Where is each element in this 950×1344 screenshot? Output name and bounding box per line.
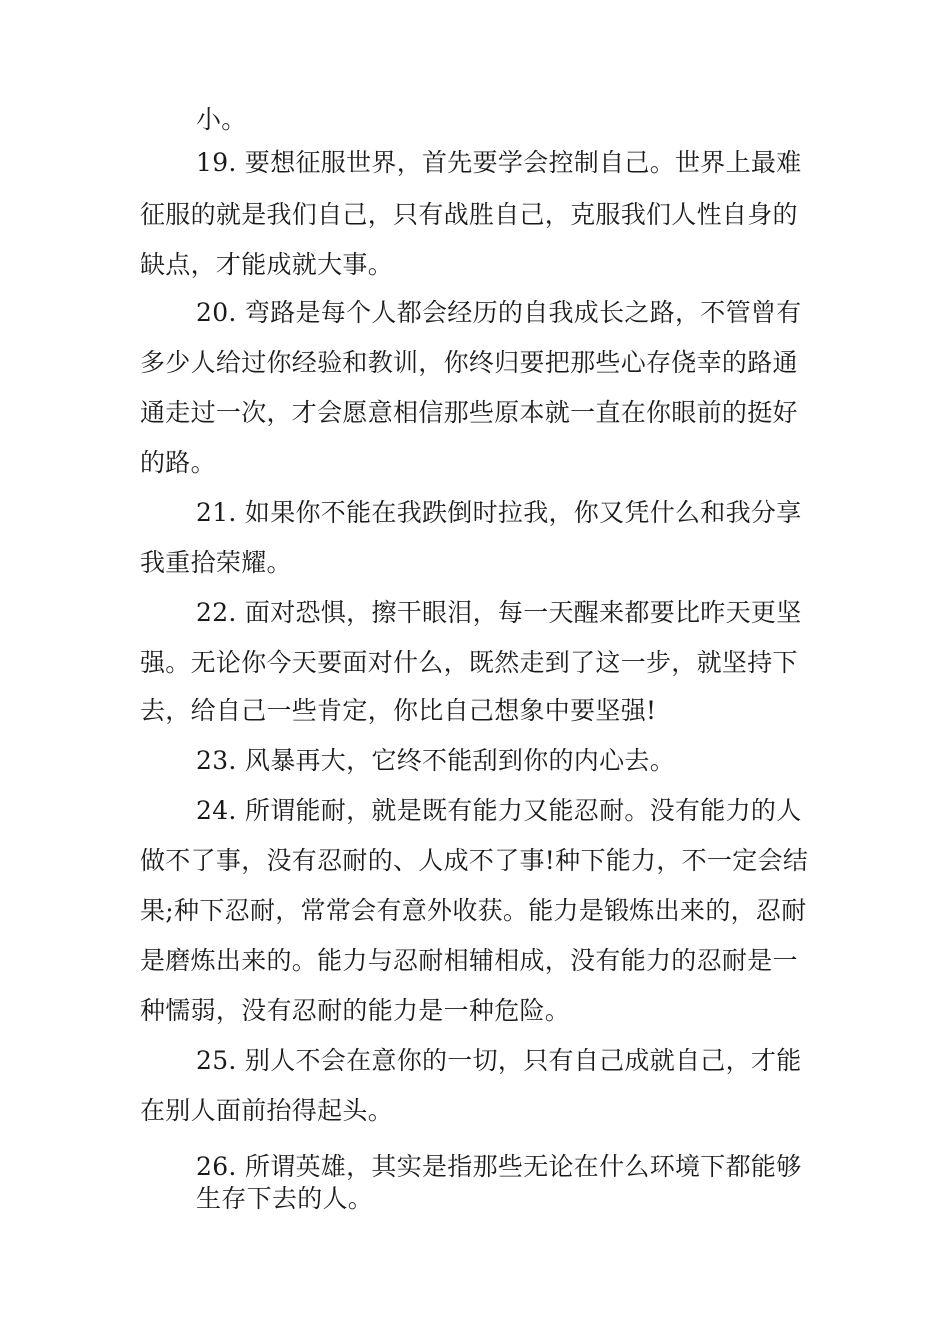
item-22-line-3: 去，给自己一些肯定，你比自己想象中要坚强! xyxy=(140,696,657,725)
item-24-line-5: 种懦弱，没有忍耐的能力是一种危险。 xyxy=(140,996,571,1025)
item-24-line-3: 果;种下忍耐，常常会有意外收获。能力是锻炼出来的，忍耐 xyxy=(140,896,807,925)
item-21-line-1: 21. 如果你不能在我跌倒时拉我，你又凭什么和我分享 xyxy=(196,498,802,527)
item-22-line-1: 22. 面对恐惧，擦干眼泪，每一天醒来都要比昨天更坚 xyxy=(196,598,802,627)
item-20-line-1: 20. 弯路是每个人都会经历的自我成长之路，不管曾有 xyxy=(196,298,802,327)
item-25-line-2: 在别人面前抬得起头。 xyxy=(140,1096,394,1125)
item-21-line-2: 我重拾荣耀。 xyxy=(140,548,292,577)
item-24-line-1: 24. 所谓能耐，就是既有能力又能忍耐。没有能力的人 xyxy=(196,796,802,825)
item-19-line-2: 征服的就是我们自己，只有战胜自己，克服我们人性自身的 xyxy=(140,200,798,229)
item-26-line-2: 生存下去的人。 xyxy=(196,1184,374,1213)
text-line: 小。 xyxy=(196,105,247,134)
item-19-line-1: 19. 要想征服世界，首先要学会控制自己。世界上最难 xyxy=(196,148,802,177)
item-20-line-2: 多少人给过你经验和教训，你终归要把那些心存侥幸的路通 xyxy=(140,348,798,377)
item-20-line-3: 通走过一次，才会愿意相信那些原本就一直在你眼前的挺好 xyxy=(140,398,798,427)
item-19-line-3: 缺点，才能成就大事。 xyxy=(140,250,394,279)
item-22-line-2: 强。无论你今天要面对什么，既然走到了这一步，就坚持下 xyxy=(140,648,798,677)
item-23-line-1: 23. 风暴再大，它终不能刮到你的内心去。 xyxy=(196,746,676,775)
item-20-line-4: 的路。 xyxy=(140,448,216,477)
item-24-line-2: 做不了事，没有忍耐的、人成不了事!种下能力，不一定会结 xyxy=(140,846,809,875)
item-24-line-4: 是磨炼出来的。能力与忍耐相辅相成，没有能力的忍耐是一 xyxy=(140,946,798,975)
item-26-line-1: 26. 所谓英雄，其实是指那些无论在什么环境下都能够 xyxy=(196,1152,802,1181)
item-25-line-1: 25. 别人不会在意你的一切，只有自己成就自己，才能 xyxy=(196,1046,802,1075)
